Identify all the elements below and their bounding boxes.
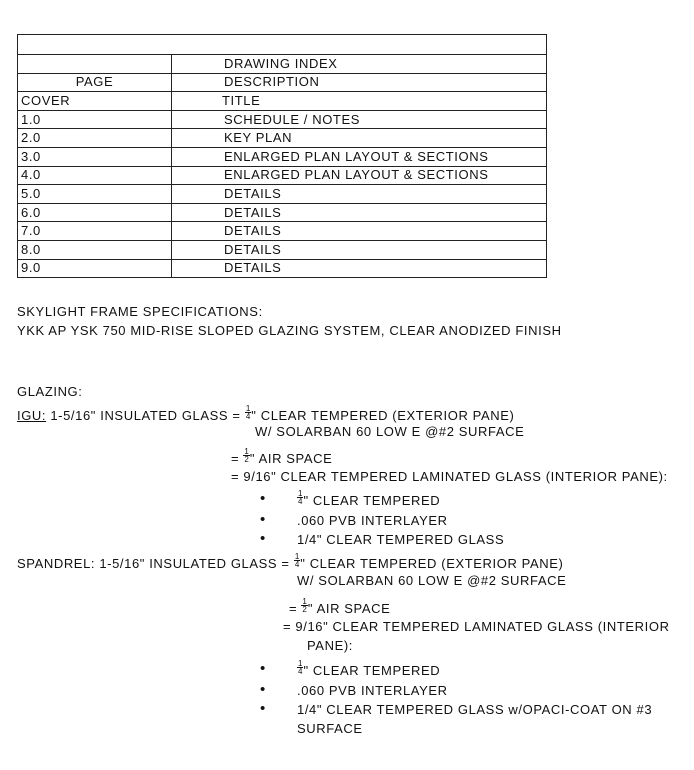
description-cell: DETAILS bbox=[172, 259, 547, 278]
description-cell: TITLE bbox=[172, 92, 547, 111]
table-row bbox=[18, 110, 547, 129]
description-cell: DETAILS bbox=[172, 222, 547, 241]
igu-bullet-1: $\frac{1}{4}$ " CLEAR TEMPERED bbox=[298, 489, 441, 508]
fraction: $\frac{1}{4}$ bbox=[298, 489, 303, 506]
fraction: $\frac{1}{2}$ bbox=[244, 447, 249, 464]
bullet-icon: • bbox=[260, 681, 266, 698]
description-cell: DETAILS bbox=[172, 240, 547, 259]
spandrel-air-line: = $\frac{1}{2}$ " AIR SPACE bbox=[289, 597, 391, 616]
fraction: $\frac{1}{2}$ bbox=[302, 597, 307, 614]
fraction: $\frac{1}{4}$ bbox=[245, 404, 251, 421]
page-cell: 5.0 bbox=[18, 185, 172, 204]
fraction: $\frac{1}{4}$ bbox=[294, 552, 300, 569]
page-cell: COVER bbox=[18, 92, 172, 111]
page-cell: 6.0 bbox=[18, 203, 172, 222]
spandrel-interior-pane: 9/16" CLEAR TEMPERED LAMINATED GLASS (INTERIOR bbox=[295, 619, 670, 634]
page-cell: 3.0 bbox=[18, 147, 172, 166]
table-title-row bbox=[18, 55, 547, 74]
spandrel-exterior-pane: " CLEAR TEMPERED (EXTERIOR PANE) bbox=[300, 556, 564, 571]
column-header-page: PAGE bbox=[18, 73, 172, 92]
bullet-icon: • bbox=[260, 511, 266, 528]
spandrel-lead: SPANDREL: 1-5/16" INSULATED GLASS = bbox=[17, 556, 290, 571]
glazing-heading: GLAZING: bbox=[17, 384, 83, 399]
frame-specs-heading: SKYLIGHT FRAME SPECIFICATIONS: bbox=[17, 304, 263, 319]
bullet-icon: • bbox=[260, 700, 266, 717]
fraction: $\frac{1}{4}$ bbox=[298, 659, 303, 676]
page-cell: 2.0 bbox=[18, 129, 172, 148]
table-row bbox=[18, 222, 547, 241]
description-cell: ENLARGED PLAN LAYOUT & SECTIONS bbox=[172, 147, 547, 166]
description-cell: DETAILS bbox=[172, 203, 547, 222]
spandrel-coating: W/ SOLARBAN 60 LOW E @#2 SURFACE bbox=[297, 573, 567, 588]
table-row bbox=[18, 147, 547, 166]
igu-coating: W/ SOLARBAN 60 LOW E @#2 SURFACE bbox=[255, 424, 525, 439]
bullet-icon: • bbox=[260, 530, 266, 547]
description-cell: ENLARGED PLAN LAYOUT & SECTIONS bbox=[172, 166, 547, 185]
table-column-header-row bbox=[18, 73, 547, 92]
page-cell: 7.0 bbox=[18, 222, 172, 241]
table-row bbox=[18, 92, 547, 111]
table-row bbox=[18, 185, 547, 204]
igu-air-space: " AIR SPACE bbox=[249, 451, 333, 466]
description-cell: DETAILS bbox=[172, 185, 547, 204]
igu-interior-pane: 9/16" CLEAR TEMPERED LAMINATED GLASS (INTERIOR PANE): bbox=[243, 469, 668, 484]
spandrel-bullet-1: $\frac{1}{4}$ " CLEAR TEMPERED bbox=[298, 659, 441, 678]
table-row bbox=[18, 166, 547, 185]
igu-interior-line: = 9/16" CLEAR TEMPERED LAMINATED GLASS (INTERIOR PANE): bbox=[231, 469, 668, 484]
table-row bbox=[18, 203, 547, 222]
bullet-icon: • bbox=[260, 490, 266, 507]
page-cell: 8.0 bbox=[18, 240, 172, 259]
spandrel-bullet-2: .060 PVB INTERLAYER bbox=[297, 683, 448, 698]
igu-bullet-2: .060 PVB INTERLAYER bbox=[297, 513, 448, 528]
table-header-blank-row bbox=[18, 35, 547, 55]
igu-lead: 1-5/16" INSULATED GLASS = bbox=[50, 408, 241, 423]
page-cell: 9.0 bbox=[18, 259, 172, 278]
igu-exterior-pane: " CLEAR TEMPERED (EXTERIOR PANE) bbox=[251, 408, 515, 423]
description-cell: SCHEDULE / NOTES bbox=[172, 110, 547, 129]
spandrel-interior-line: = 9/16" CLEAR TEMPERED LAMINATED GLASS (INTERIOR bbox=[283, 619, 670, 634]
page-cell: 1.0 bbox=[18, 110, 172, 129]
igu-bullet-3: 1/4" CLEAR TEMPERED GLASS bbox=[297, 532, 505, 547]
spandrel-exterior-line bbox=[17, 553, 563, 571]
description-cell: KEY PLAN bbox=[172, 129, 547, 148]
igu-label: IGU: bbox=[17, 408, 47, 423]
igu-exterior-line bbox=[17, 405, 514, 423]
spandrel-interior-pane-cont: PANE): bbox=[307, 638, 353, 653]
frame-specs-text: YKK AP YSK 750 MID-RISE SLOPED GLAZING SYSTEM, CLEAR ANODIZED FINISH bbox=[17, 323, 562, 338]
spandrel-bullet-3: 1/4" CLEAR TEMPERED GLASS w/OPACI-COAT ON #3 bbox=[297, 702, 653, 717]
column-header-description: DESCRIPTION bbox=[172, 73, 547, 92]
table-row bbox=[18, 129, 547, 148]
igu-air-line: = $\frac{1}{2}$ " AIR SPACE bbox=[231, 447, 333, 466]
page-cell: 4.0 bbox=[18, 166, 172, 185]
drawing-index-table bbox=[17, 34, 547, 278]
drawing-index-title: DRAWING INDEX bbox=[172, 55, 547, 74]
table-row bbox=[18, 240, 547, 259]
spandrel-air-space: " AIR SPACE bbox=[307, 601, 391, 616]
table-row bbox=[18, 259, 547, 278]
bullet-icon: • bbox=[260, 660, 266, 677]
spandrel-bullet-3-cont: SURFACE bbox=[297, 721, 363, 736]
